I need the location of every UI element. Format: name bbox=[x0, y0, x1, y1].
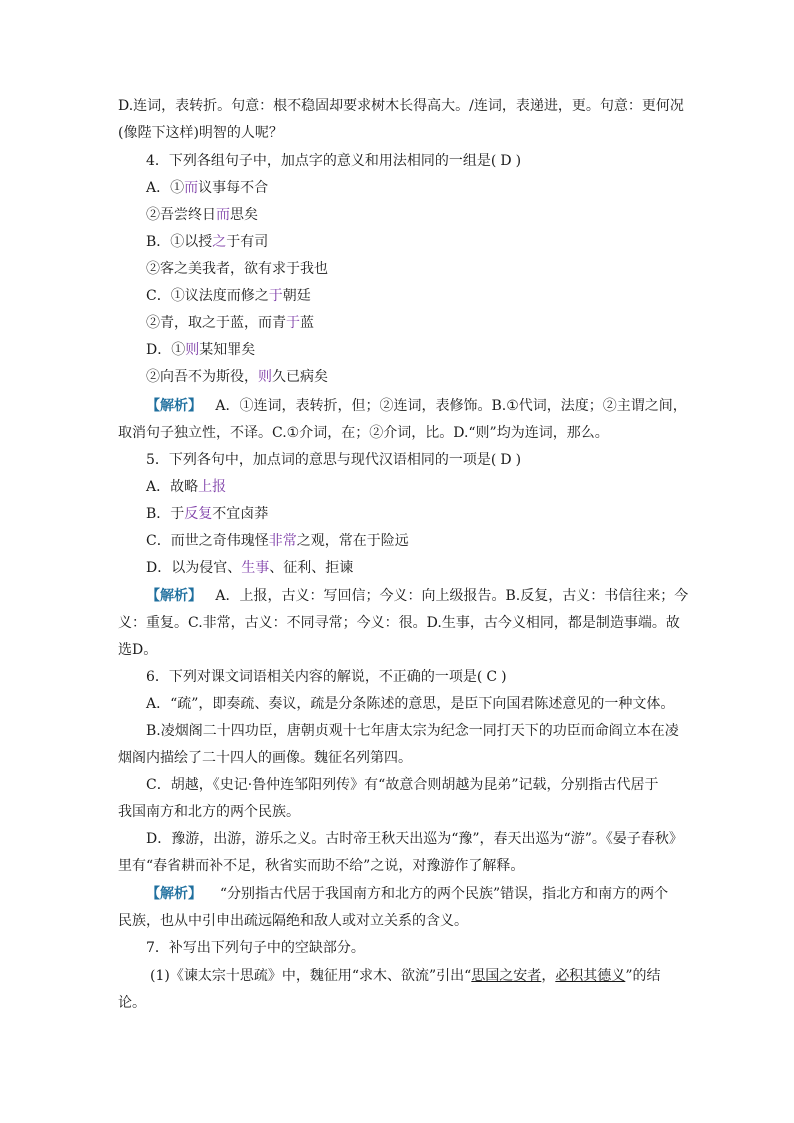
dotted-word: 则 bbox=[258, 369, 272, 385]
q4-answer: D bbox=[500, 153, 512, 169]
q4-stem bbox=[146, 151, 678, 173]
dotted-word: 而 bbox=[216, 207, 230, 223]
dotted-word: 则 bbox=[185, 342, 200, 358]
q4-stem-close: ) bbox=[515, 153, 522, 169]
analysis-tag: 【解析】 bbox=[146, 588, 202, 604]
q5-option-b: B．于反复不宜卤莽 bbox=[146, 506, 269, 522]
q5-option-c: C．而世之奇伟瑰怪非常之观，常在于险远 bbox=[146, 533, 409, 549]
q5-option-a: A．故略上报 bbox=[146, 479, 227, 495]
q6-option-b-line-1: B.凌烟阁二十四功臣，唐朝贞观十七年唐太宗为纪念一同打天下的功臣而命阎立本在凌 bbox=[146, 723, 679, 739]
analysis-tag: 【解析】 bbox=[146, 886, 202, 902]
q4-option-a2: ②吾尝终日而思矣 bbox=[146, 207, 258, 223]
dotted-word: 于 bbox=[268, 288, 283, 304]
q5-analysis-line-1: 【解析】 A．上报，古义：写回信；今义：向上级报告。B.反复，古义：书信往来；今 bbox=[146, 588, 689, 604]
q4-option-d2: ②向吾不为斯役，则久已病矣 bbox=[146, 369, 328, 385]
q4-option-c1: C．①议法度而修之于朝廷 bbox=[146, 288, 311, 304]
q4-option-b1: B．①以授之于有司 bbox=[146, 234, 269, 250]
q6-stem: 6．下列对课文词语相关内容的解说，不正确的一项是( C ) bbox=[146, 669, 507, 685]
dotted-word: 之 bbox=[212, 234, 227, 250]
q5-answer: D bbox=[500, 452, 512, 468]
dotted-word: 上报 bbox=[198, 479, 227, 495]
q4-option-b2: ②客之美我者，欲有求于我也 bbox=[146, 261, 328, 277]
q6-option-b-line-2: 烟阁内描绘了二十四人的画像。魏征名列第四。 bbox=[118, 750, 412, 766]
q4-stem-text: 4．下列各组句子中，加点字的意义和用法相同的一组是( bbox=[146, 153, 497, 169]
q6-answer: C bbox=[486, 669, 498, 685]
q6-option-c-line-2: 我国南方和北方的两个民族。 bbox=[118, 804, 300, 820]
dotted-word: 于 bbox=[286, 315, 300, 331]
q6-option-d-line-2: 里有“春省耕而补不足，秋省实而助不给”之说，对豫游作了解释。 bbox=[118, 858, 525, 874]
q6-analysis-line-1: 【解析】 “分别指古代居于我国南方和北方的两个民族”错误，指北方和南方的两个 bbox=[146, 886, 669, 902]
q7-item-1-line-2: 论。 bbox=[118, 995, 146, 1011]
dotted-word: 非常 bbox=[268, 533, 297, 549]
q4-analysis-line-2: 取消句子独立性，不译。C.①介词，在；②介词，比。D.“则”均为连词，那么。 bbox=[118, 425, 609, 441]
q4-option-a1: A．①而议事每不合 bbox=[146, 180, 269, 196]
q6-option-a: A．“疏”，即奏疏、奏议，疏是分条陈述的意思，是臣下向国君陈述意见的一种文体。 bbox=[146, 696, 675, 712]
prev-answer-line-1: D.连词，表转折。句意：根不稳固却要求树木长得高大。/连词，表递进，更。句意：更何况 bbox=[118, 98, 684, 114]
analysis-tag: 【解析】 bbox=[146, 398, 202, 414]
fill-in-answer: 思国之安者 bbox=[471, 968, 542, 984]
q4-option-c2: ②青，取之于蓝，而青于蓝 bbox=[146, 315, 314, 331]
q5-analysis-line-3: 选D。 bbox=[118, 642, 158, 658]
fill-in-answer: 必积其德义 bbox=[555, 968, 626, 984]
dotted-word: 而 bbox=[184, 180, 199, 196]
dotted-word: 生事 bbox=[241, 560, 270, 576]
q6-option-d-line-1: D．豫游，出游，游乐之义。古时帝王秋天出巡为“豫”，春天出巡为“游”。《晏子春秋》 bbox=[146, 831, 683, 847]
q5-stem: 5．下列各句中，加点词的意思与现代汉语相同的一项是( D ) bbox=[146, 452, 522, 468]
q6-analysis-line-2: 民族，也从中引申出疏远隔绝和敌人或对立关系的含义。 bbox=[118, 913, 468, 929]
q5-option-d: D．以为侵官、生事、征利、拒谏 bbox=[146, 560, 354, 576]
prev-answer-line-2: (像陛下这样)明智的人呢？ bbox=[118, 125, 283, 141]
dotted-word: 反复 bbox=[184, 506, 213, 522]
q6-option-c-line-1: C．胡越，《史记·鲁仲连邹阳列传》有“故意合则胡越为昆弟”记载，分别指古代居于 bbox=[146, 777, 659, 793]
q4-option-d1: D．①则某知罪矣 bbox=[146, 342, 256, 358]
q7-stem: 7．补写出下列句子中的空缺部分。 bbox=[146, 940, 365, 956]
q5-analysis-line-2: 义：重复。C.非常，古义：不同寻常；今义：很。D.生事，古今义相同，都是制造事端。故 bbox=[118, 615, 680, 631]
q7-item-1-line-1: (1)《谏太宗十思疏》中，魏征用“求木、欲流”引出“思国之安者，必积其德义”的结 bbox=[150, 968, 661, 984]
q4-analysis-line-1: 【解析】 A．①连词，表转折，但；②连词，表修饰。B.①代词，法度；②主谓之间， bbox=[146, 398, 687, 414]
